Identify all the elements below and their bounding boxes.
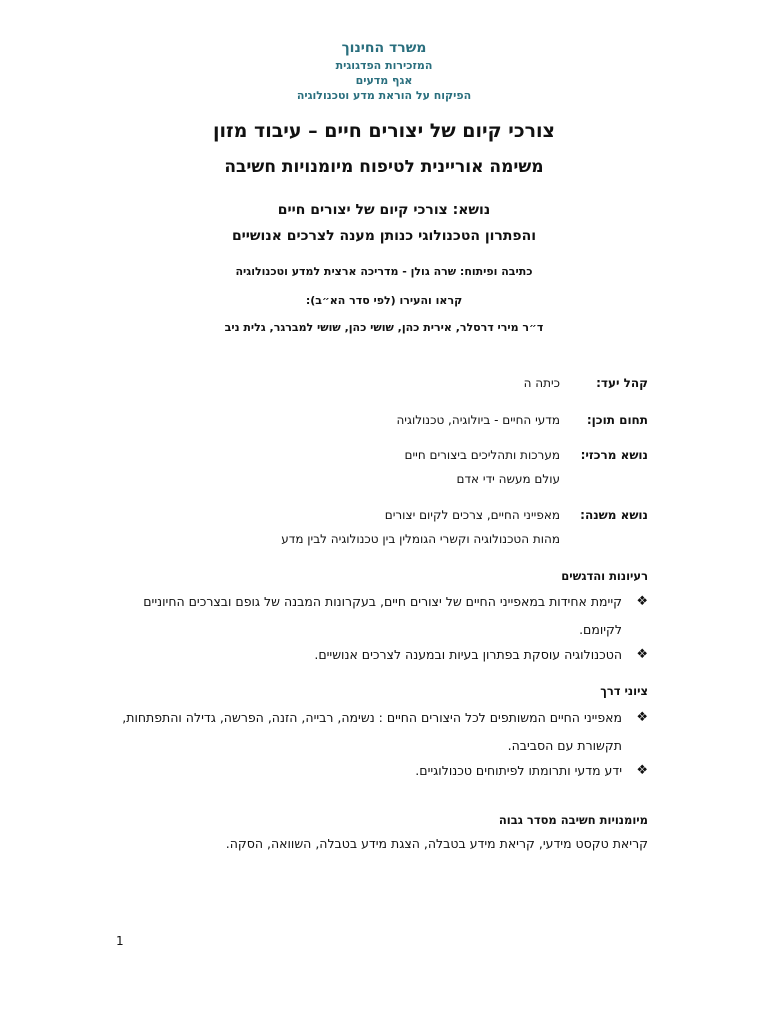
ministry-name: משרד החינוך bbox=[341, 40, 427, 56]
detail-label: נושא משנה: bbox=[580, 508, 648, 522]
detail-label: נושא מרכזי: bbox=[580, 448, 648, 462]
topic-line-1: נושא: צורכי קיום של יצורים חיים bbox=[277, 202, 491, 218]
ideas-item: ❖ קיימת אחידות במאפייני החיים של יצורים חיים, בעקרונות המבנה של גופם ובצרכים החיוניים לקיומם. bbox=[118, 588, 648, 644]
bullet-icon: ❖ bbox=[636, 763, 648, 778]
detail-label: תחום תוכן: bbox=[586, 413, 648, 427]
detail-value: מדעי החיים - ביולוגיה, טכנולוגיה bbox=[396, 413, 560, 427]
detail-label: קהל יעד: bbox=[596, 376, 648, 390]
detail-value-2: עולם מעשה ידי אדם bbox=[456, 472, 560, 486]
skills-heading: מיומנויות חשיבה מסדר גבוה bbox=[498, 813, 648, 827]
header-line-2: אגף מדעים bbox=[355, 74, 413, 87]
document-subtitle: משימה אוריינית לטיפוח מיומנויות חשיבה bbox=[224, 157, 544, 177]
header-line-3: הפיקוח על הוראת מדע וטכנולוגיה bbox=[296, 89, 472, 102]
header-line-1: המזכירות הפדגוגית bbox=[335, 59, 433, 72]
ideas-item: ❖ הטכנולוגיה עוסקת בפתרון בעיות ובמענה לצרכים אנושיים. bbox=[118, 641, 648, 669]
skills-text: קריאת טקסט מידעי, קריאת מידע בטבלה, הצגת מידע בטבלה, השוואה, הסקה. bbox=[225, 836, 648, 851]
detail-value: כיתה ה bbox=[523, 376, 560, 390]
milestones-heading: ציוני דרך bbox=[600, 684, 648, 698]
ideas-heading: רעיונות והדגשים bbox=[561, 569, 648, 583]
bullet-icon: ❖ bbox=[636, 594, 648, 609]
milestones-item: ❖ מאפייני החיים המשותפים לכל היצורים החיים : נשימה, רבייה, הזנה, הפרשה, גדילה והתפתחות, תקשורת עם הסביבה. bbox=[118, 704, 648, 760]
page-number: 1 bbox=[116, 934, 124, 948]
document-title: צורכי קיום של יצורים חיים – עיבוד מזון bbox=[213, 120, 555, 142]
detail-value: מאפייני החיים, צרכים לקיום יצורים bbox=[384, 508, 560, 522]
bullet-icon: ❖ bbox=[636, 710, 648, 725]
credits-reviewed: קראו והעירו (לפי סדר הא״ב): bbox=[305, 294, 463, 307]
bullet-icon: ❖ bbox=[636, 647, 648, 662]
detail-value-2: מהות הטכנולוגיה וקשרי הגומלין בין טכנולוגיה לבין מדע bbox=[281, 532, 560, 546]
milestones-item: ❖ ידע מדעי ותרומתו לפיתוחים טכנולוגיים. bbox=[118, 757, 648, 785]
detail-value: מערכות ותהליכים ביצורים חיים bbox=[404, 448, 560, 462]
topic-line-2: והפתרון הטכנולוגי כנותן מענה לצרכים אנושיים bbox=[231, 228, 537, 244]
credits-written: כתיבה ופיתוח: שרה גולן - מדריכה ארצית למדע וטכנולוגיה bbox=[235, 265, 533, 278]
credits-names: ד״ר מירי דרסלר, אירית כהן, שושי כהן, שושי למברגר, גלית ניב bbox=[224, 321, 544, 334]
